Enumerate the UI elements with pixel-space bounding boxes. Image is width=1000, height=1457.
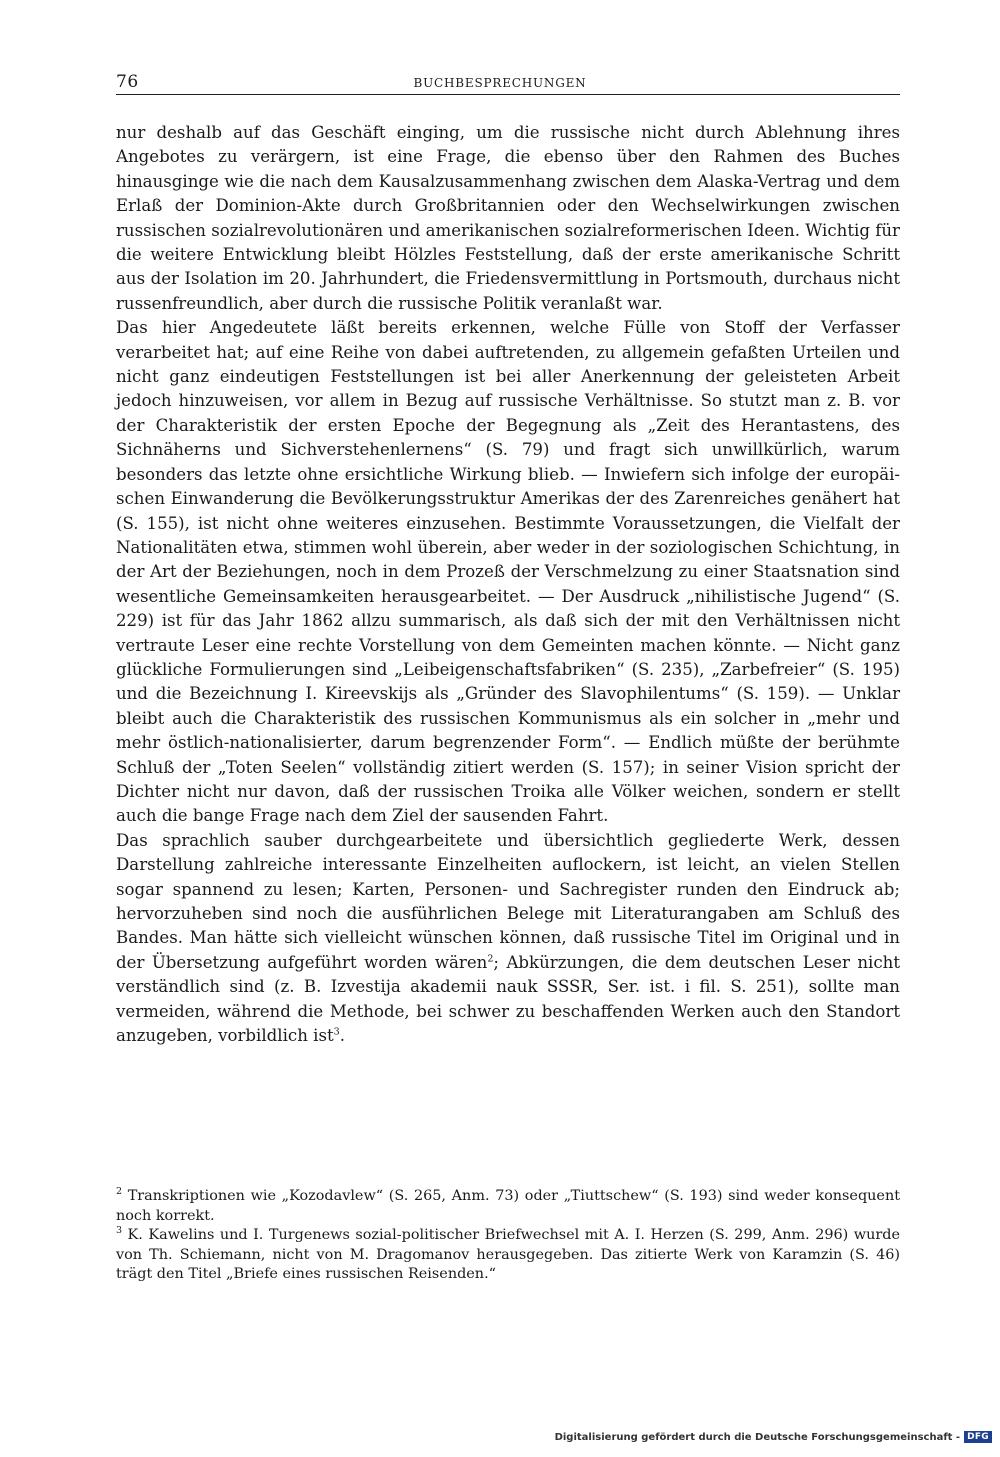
footnote-2 — [116, 1187, 900, 1226]
footnote-text: K. Kawelins und I. Turgenews sozial-politischer Briefwechsel mit A. I. Herzen (S. 299, Anm. 296) wurde von Th. Schiemann, nicht von M. Dragomanov herausgegeben. Das zitierte Werk von Karamzin (S. 46) trägt den Titel „Briefe eines russischen Reisenden.“ — [116, 1227, 900, 1283]
paragraph-2: Das hier Angedeutete läßt bereits erkennen, welche Fülle von Stoff der Verfasser verarbeitet hat; auf eine Reihe von dabei auftretenden, zu allgemein gefaßten Urteilen und nicht ganz eindeutigen Feststellungen ist bei aller Anerkennung der geleisteten Arbeit jedoch hinzuweisen, vor allem in Bezug auf russische Verhältnisse. So stutzt man z. B. vor der Charakteristik der ersten Epoche der Begegnung als „Zeit des Herantastens, des Sichnäherns und Sichverstehenlernens“ (S. 79) und fragt sich unwillkürlich, warum besonders das letzte ohne ersichtliche Wirkung blieb. — Inwiefern sich infolge der europäischen Einwanderung die Bevölkerungsstruktur Amerikas der des Zarenreiches genähert hat (S. 155), ist nicht ohne weiteres einzusehen. Bestimmte Voraussetzungen, die Vielfalt der Nationalitäten etwa, stimmen wohl überein, aber weder in der soziologischen Schichtung, in der Art der Beziehungen, noch in dem Prozeß der Verschmelzung zu einer Staatsnation sind wesentliche Gemeinsamkeiten herausgearbeitet. — Der Ausdruck „nihilistische Jugend“ (S. 229) ist für das Jahr 1862 allzu summarisch, als daß sich der mit den Verhältnissen nicht vertraute Leser eine rechte Vorstellung von dem Gemeinten machen könnte. — Nicht ganz glückliche Formulierungen sind „Leibeigenschaftsfabriken“ (S. 235), „Zarbefreier“ (S. 195) und die Bezeichnung I. Kireevskijs als „Gründer des Slavophilentums“ (S. 159). — Unklar bleibt auch die Charakteristik des russischen Kommunismus als ein solcher in „mehr und mehr östlich-nationalisierter, darum begrenzender Form“. — Endlich müßte der berühmte Schluß der „Toten Seelen“ vollständig zitiert werden (S. 157); in seiner Vision spricht der Dichter nicht nur davon, daß der russischen Troika alle Völker weichen, sondern er stellt auch die bange Frage nach dem Ziel der sausenden Fahrt. — [116, 318, 900, 826]
dfg-logo: DFG — [964, 1431, 992, 1443]
footnote-ref-2: 2 — [487, 953, 494, 965]
paragraph-3-end: . — [339, 1026, 345, 1046]
footnote-text: Transkriptionen wie „Kozodavlew“ (S. 265, Anm. 73) oder „Tiuttschew“ (S. 193) sind weder konsequent noch korrekt. — [116, 1188, 900, 1224]
footnote-ref-3: 3 — [333, 1026, 340, 1038]
paragraph-3-middle: ; Abkürzungen, die dem deutschen Leser nicht verständlich sind (z. B. Izvestija akademii nauk SSSR, Ser. ist. i fil. S. 251), sollte man vermeiden, während die Methode, bei schwer zu beschaffenden Werken auch den Standort anzugeben, vorbildlich ist — [116, 952, 900, 1046]
paragraph-3 — [116, 829, 900, 1049]
page-number: 76 — [116, 72, 139, 92]
paragraph-3-start: Das sprachlich sauber durchgearbeitete und übersichtlich gegliederte Werk, dessen Darstellung zahlreiche interessante Einzelheiten auflockern, ist leicht, an vielen Stellen sogar spannend zu lesen; Karten, Personen- und Sachregister runden den Eindruck ab; hervorzuheben sind noch die ausführlichen Belege mit Literaturangaben am Schluß des Bandes. Man hätte sich vielleicht wünschen können, daß russische Titel im Original und in der Übersetzung aufgeführt worden wären — [116, 830, 900, 972]
paragraph-1: nur deshalb auf das Geschäft einging, um die russische nicht durch Ablehnung ihres Angebotes zu verärgern, ist eine Frage, die ebenso über den Rahmen des Buches hinausginge wie die nach dem Kausalzusammenhang zwischen dem Alaska-Vertrag und dem Erlaß der Dominion-Akte durch Großbritannien oder den Wechselwirkungen zwischen russischen sozialrevolutionären und amerikanischen sozialreformerischen Ideen. Wichtig für die weitere Entwicklung bleibt Hölzles Feststellung, daß der erste amerikanische Schritt aus der Isolation im 20. Jahrhundert, die Friedensvermittlung in Portsmouth, durchaus nicht russenfreundlich, aber durch die russische Politik veranlaßt war. — [116, 123, 900, 313]
header-rule — [116, 94, 900, 95]
credit-text: Digitalisierung gefördert durch die Deutsche Forschungsgemeinschaft - — [554, 1431, 961, 1443]
footnotes — [116, 1187, 900, 1285]
review-body — [116, 121, 900, 1048]
digitization-credit — [555, 1431, 992, 1443]
running-head: BUCHBESPRECHUNGEN — [413, 76, 587, 90]
footnote-marker: 3 — [116, 1225, 123, 1237]
footnote-3 — [116, 1226, 900, 1285]
footnote-marker: 2 — [116, 1186, 123, 1198]
